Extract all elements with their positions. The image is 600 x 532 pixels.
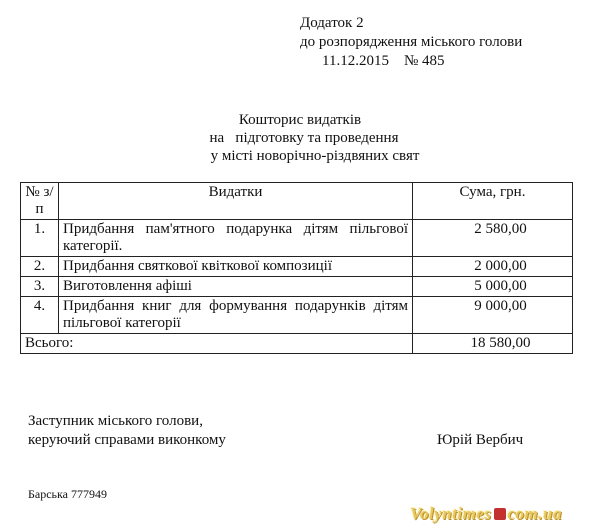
annex-decree: до розпорядження міського голови — [300, 34, 523, 50]
annex-title: Додаток 2 — [300, 15, 364, 31]
position-line-2: керуючий справами виконкому — [28, 432, 226, 448]
watermark-left: Volyntimes — [410, 504, 492, 523]
table-header-row — [21, 183, 573, 220]
row-num: 3. — [21, 277, 59, 297]
signatory-position — [28, 412, 226, 450]
title-line-1: Кошторис видатків — [238, 112, 362, 128]
signatory-name: Юрій Вербич — [437, 432, 524, 448]
budget-table — [20, 182, 573, 354]
row-amount: 5 000,00 — [413, 277, 573, 297]
table-row — [21, 277, 573, 297]
site-watermark — [410, 504, 562, 524]
total-label: Всього: — [21, 334, 413, 354]
annex-block — [300, 14, 522, 71]
position-line-1: Заступник міського голови, — [28, 413, 203, 429]
watermark-right: com.ua — [507, 504, 562, 523]
row-expense: Виготовлення афіші — [59, 277, 413, 297]
document-title — [0, 111, 600, 165]
row-amount: 2 580,00 — [413, 220, 573, 257]
header-num: № з/п — [21, 183, 59, 220]
row-num: 4. — [21, 297, 59, 334]
header-amount: Сума, грн. — [413, 183, 573, 220]
total-amount: 18 580,00 — [413, 334, 573, 354]
annex-date-number: 11.12.2015 № 485 — [322, 53, 445, 69]
row-expense: Придбання пам'ятного подарунка дітям пільгової категорії. — [59, 220, 413, 257]
executor-contact: Барська 777949 — [28, 487, 107, 501]
table-row — [21, 220, 573, 257]
table-row — [21, 297, 573, 334]
row-expense: Придбання святкової квіткової композиції — [59, 257, 413, 277]
flag-icon — [494, 508, 506, 520]
title-line-2: на підготовку та проведення — [209, 130, 399, 146]
row-amount: 2 000,00 — [413, 257, 573, 277]
table-total-row — [21, 334, 573, 354]
row-num: 2. — [21, 257, 59, 277]
row-num: 1. — [21, 220, 59, 257]
row-amount: 9 000,00 — [413, 297, 573, 334]
title-line-3: у місті новорічно-різдвяних свят — [210, 148, 420, 164]
row-expense: Придбання книг для формування подарунків дітям пільгової категорії — [59, 297, 413, 334]
table-row — [21, 257, 573, 277]
header-expenses: Видатки — [59, 183, 413, 220]
